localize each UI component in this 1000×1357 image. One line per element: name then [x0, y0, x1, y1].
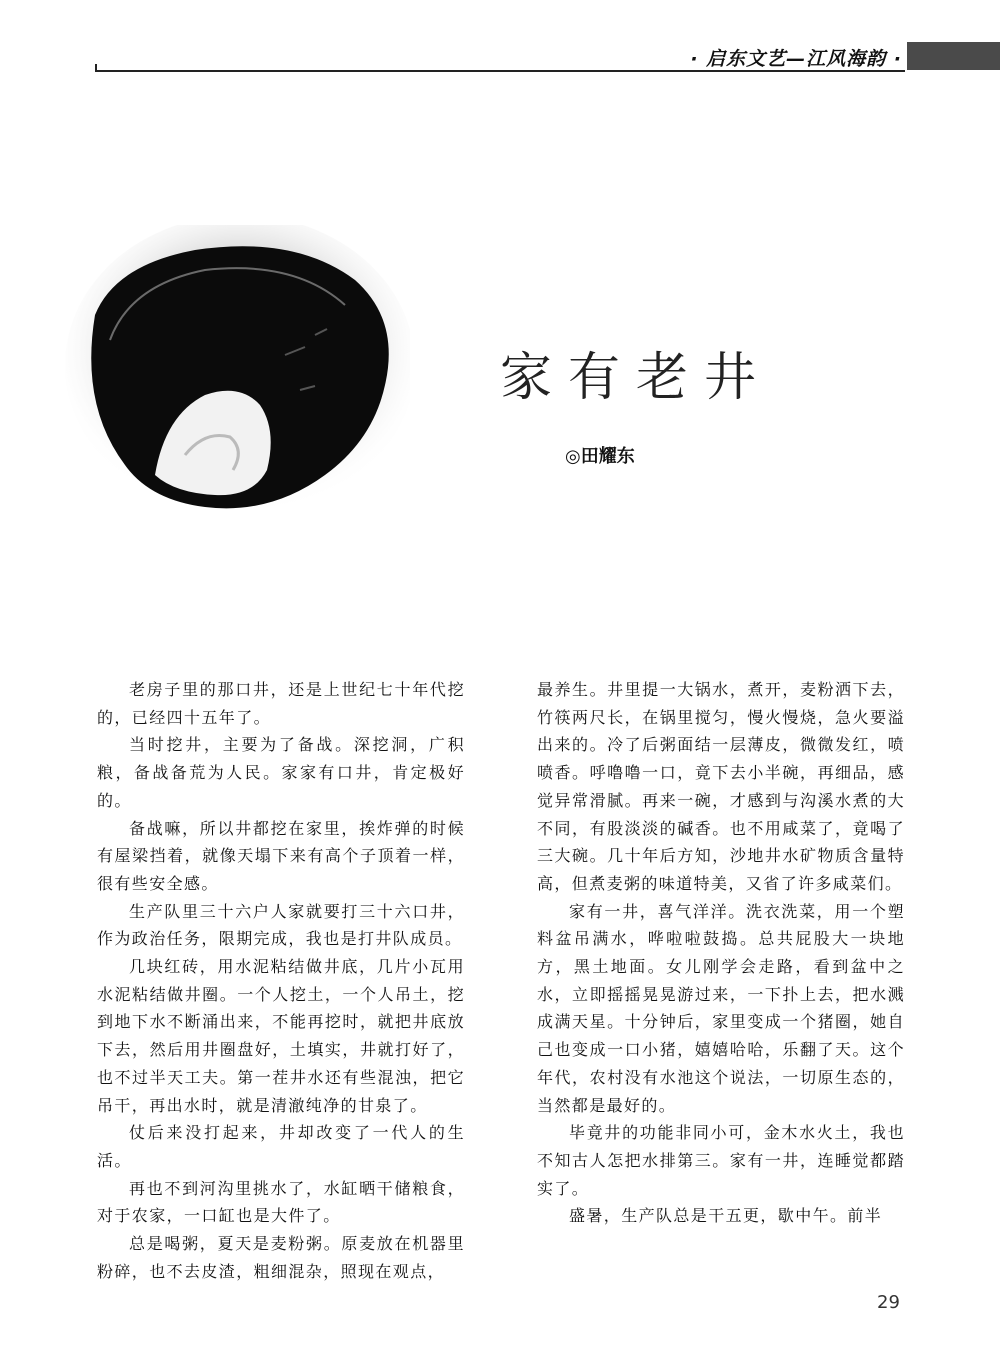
header-bar	[907, 42, 1000, 70]
paragraph: 生产队里三十六户人家就要打三十六口井，作为政治任务，限期完成，我也是打井队成员。	[97, 901, 465, 949]
paragraph: 仗后来没打起来，井却改变了一代人的生活。	[97, 1123, 465, 1170]
paragraph: 再也不到河沟里挑水了，水缸晒干储粮食，对于农家，一口缸也是大件了。	[97, 1178, 465, 1226]
paragraph: 备战嘛，所以井都挖在家里，挨炸弹的时候有屋梁挡着，就像天塌下来有高个子顶着一样，很有些安全感。	[97, 818, 465, 893]
paragraph: 几块红砖，用水泥粘结做井底，几片小瓦用水泥粘结做井圈。一个人挖土，一个人吊土，挖到地下水不断涌出来，不能再挖时，就把井底放下去，然后用井圈盘好，土填实，井就打好了，也不过半天工夫。第一茬井水还有些混浊，把它吊干，再出水时，就是清澈纯净的甘泉了。	[97, 957, 465, 1115]
paragraph: 毕竟井的功能非同小可，金木水火土，我也不知古人怎把水排第三。家有一井，连睡觉都踏实了。	[537, 1123, 905, 1198]
section-label: · 启东文艺—江风海韵 ·	[690, 48, 902, 70]
author-byline: ◎田耀东	[565, 446, 635, 467]
paragraph: 盛暑，生产队总是干五更，歇中午。前半	[569, 1206, 883, 1226]
paragraph: 老房子里的那口井，还是上世纪七十年代挖的，已经四十五年了。	[97, 680, 465, 727]
paragraph-continued: 最养生。井里提一大锅水，煮开，麦粉洒下去，竹筷两尺长，在锅里搅匀，慢火慢烧，急火要溢出来的。冷了后粥面结一层薄皮，微微发红，喷喷香。呼噜噜一口，竟下去小半碗，再细品，感觉异常滑腻。再来一碗，才感到与沟溪水煮的大不同，有股淡淡的碱香。也不用咸菜了，竟喝了三大碗。几十年后方知，沙地井水矿物质含量特高，但煮麦粥的味道特美，又省了许多咸菜们。	[537, 680, 905, 893]
article-title: 家有老井	[500, 348, 773, 408]
well-illustration	[55, 225, 410, 525]
page-number: 29	[877, 1292, 900, 1313]
paragraph: 当时挖井，主要为了备战。深挖洞，广积粮，备战备荒为人民。家家有口井，肯定极好的。	[97, 735, 465, 810]
left-column	[97, 676, 465, 1285]
right-column	[537, 676, 905, 1230]
paragraph: 总是喝粥，夏天是麦粉粥。原麦放在机器里粉碎，也不去皮渣，粗细混杂，照现在观点，	[97, 1234, 465, 1281]
paragraph: 家有一井，喜气洋洋。洗衣洗菜，用一个塑料盆吊满水，哗啦啦鼓捣。总共屁股大一块地方，黑土地面。女儿刚学会走路，看到盆中之水，立即摇摇晃晃游过来，一下扑上去，把水溅成满天星。十分钟后，家里变成一个猪圈，她自己也变成一口小猪，嬉嬉哈哈，乐翻了天。这个年代，农村没有水池这个说法，一切原生态的，当然都是最好的。	[537, 901, 905, 1115]
